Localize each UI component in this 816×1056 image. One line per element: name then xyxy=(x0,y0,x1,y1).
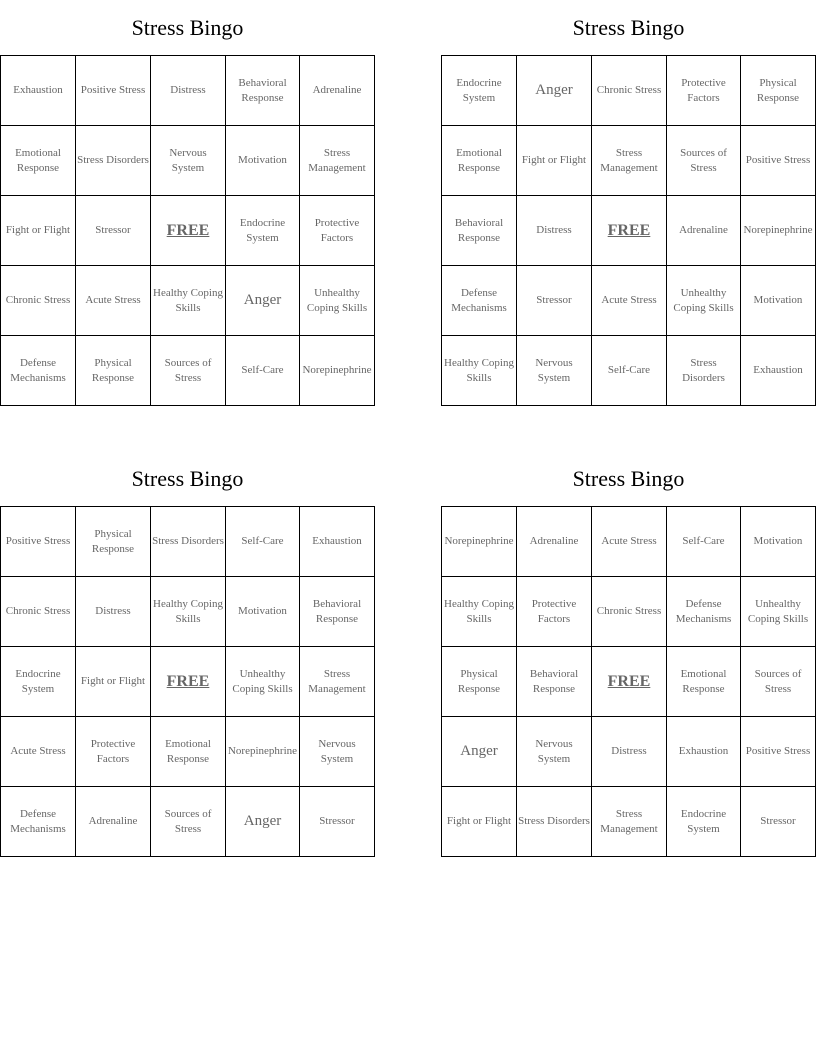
bingo-cell: Motivation xyxy=(226,126,300,196)
bingo-grid xyxy=(441,506,816,857)
free-space: FREE xyxy=(151,196,226,266)
bingo-cell: Physical Response xyxy=(76,336,151,406)
free-space: FREE xyxy=(592,196,667,266)
bingo-cell: Fight or Flight xyxy=(517,126,592,196)
bingo-cell: Nervous System xyxy=(517,336,592,406)
bingo-cell: Acute Stress xyxy=(1,717,76,787)
bingo-grid xyxy=(0,55,375,406)
bingo-cell: Stress Disorders xyxy=(517,787,592,857)
bingo-cell: Fight or Flight xyxy=(442,787,517,857)
bingo-cell: Sources of Stress xyxy=(667,126,741,196)
bingo-cell: Positive Stress xyxy=(76,56,151,126)
bingo-cell: Anger xyxy=(226,266,300,336)
card-title: Stress Bingo xyxy=(572,15,685,40)
bingo-cell: Positive Stress xyxy=(741,126,816,196)
bingo-cell: Endocrine System xyxy=(226,196,300,266)
bingo-cell: Unhealthy Coping Skills xyxy=(300,266,375,336)
bingo-cell: Protective Factors xyxy=(667,56,741,126)
bingo-cell: Protective Factors xyxy=(300,196,375,266)
bingo-cell: Positive Stress xyxy=(741,717,816,787)
bingo-cell: Exhaustion xyxy=(1,56,76,126)
bingo-cell: Exhaustion xyxy=(741,336,816,406)
bingo-cell: Behavioral Response xyxy=(517,647,592,717)
bingo-cell: Unhealthy Coping Skills xyxy=(667,266,741,336)
bingo-cell: Self-Care xyxy=(592,336,667,406)
bingo-cell: Fight or Flight xyxy=(1,196,76,266)
bingo-cell: Behavioral Response xyxy=(226,56,300,126)
bingo-cell: Norepinephrine xyxy=(741,196,816,266)
bingo-cell: Sources of Stress xyxy=(741,647,816,717)
bingo-cell: Healthy Coping Skills xyxy=(151,577,226,647)
bingo-cell: Norepinephrine xyxy=(300,336,375,406)
bingo-cell: Emotional Response xyxy=(1,126,76,196)
bingo-cell: Distress xyxy=(76,577,151,647)
bingo-cell: Motivation xyxy=(741,266,816,336)
bingo-cell: Chronic Stress xyxy=(1,266,76,336)
bingo-cell: Endocrine System xyxy=(667,787,741,857)
bingo-cell: Anger xyxy=(517,56,592,126)
bingo-cell: Chronic Stress xyxy=(592,56,667,126)
bingo-cell: Self-Care xyxy=(226,507,300,577)
bingo-cell: Distress xyxy=(151,56,226,126)
bingo-cell: Stress Management xyxy=(300,126,375,196)
bingo-cell: Adrenaline xyxy=(667,196,741,266)
bingo-cell: Endocrine System xyxy=(1,647,76,717)
bingo-cell: Chronic Stress xyxy=(592,577,667,647)
bingo-cell: Nervous System xyxy=(300,717,375,787)
bingo-cell: Stress Management xyxy=(592,126,667,196)
bingo-cell: Stressor xyxy=(517,266,592,336)
bingo-cell: Behavioral Response xyxy=(442,196,517,266)
bingo-cell: Physical Response xyxy=(442,647,517,717)
free-space: FREE xyxy=(592,647,667,717)
bingo-cell: Emotional Response xyxy=(667,647,741,717)
bingo-cell: Anger xyxy=(226,787,300,857)
bingo-cell: Physical Response xyxy=(741,56,816,126)
bingo-cell: Stress Management xyxy=(592,787,667,857)
card-title: Stress Bingo xyxy=(131,15,244,40)
bingo-cell: Self-Care xyxy=(226,336,300,406)
bingo-cell: Nervous System xyxy=(517,717,592,787)
card-title: Stress Bingo xyxy=(131,466,244,491)
bingo-cell: Self-Care xyxy=(667,507,741,577)
bingo-cell: Unhealthy Coping Skills xyxy=(226,647,300,717)
bingo-grid xyxy=(441,55,816,406)
bingo-cell: Emotional Response xyxy=(151,717,226,787)
bingo-cell: Stressor xyxy=(76,196,151,266)
bingo-cell: Endocrine System xyxy=(442,56,517,126)
bingo-cell: Physical Response xyxy=(76,507,151,577)
bingo-cell: Positive Stress xyxy=(1,507,76,577)
bingo-cell: Stressor xyxy=(300,787,375,857)
bingo-cell: Defense Mechanisms xyxy=(442,266,517,336)
bingo-cell: Defense Mechanisms xyxy=(1,336,76,406)
bingo-cell: Unhealthy Coping Skills xyxy=(741,577,816,647)
bingo-cell: Fight or Flight xyxy=(76,647,151,717)
bingo-cell: Acute Stress xyxy=(592,507,667,577)
card-title: Stress Bingo xyxy=(572,466,685,491)
bingo-cell: Adrenaline xyxy=(517,507,592,577)
bingo-cell: Exhaustion xyxy=(300,507,375,577)
bingo-cell: Exhaustion xyxy=(667,717,741,787)
bingo-cell: Stress Disorders xyxy=(76,126,151,196)
bingo-cell: Stress Management xyxy=(300,647,375,717)
bingo-cell: Acute Stress xyxy=(592,266,667,336)
bingo-cell: Sources of Stress xyxy=(151,336,226,406)
bingo-cell: Stress Disorders xyxy=(667,336,741,406)
bingo-cell: Behavioral Response xyxy=(300,577,375,647)
bingo-cell: Defense Mechanisms xyxy=(1,787,76,857)
free-space: FREE xyxy=(151,647,226,717)
bingo-cell: Stressor xyxy=(741,787,816,857)
bingo-cell: Nervous System xyxy=(151,126,226,196)
bingo-cell: Motivation xyxy=(226,577,300,647)
bingo-cell: Norepinephrine xyxy=(226,717,300,787)
bingo-cell: Chronic Stress xyxy=(1,577,76,647)
bingo-cell: Stress Disorders xyxy=(151,507,226,577)
bingo-cell: Distress xyxy=(592,717,667,787)
bingo-cell: Motivation xyxy=(741,507,816,577)
bingo-cell: Anger xyxy=(442,717,517,787)
bingo-cell: Healthy Coping Skills xyxy=(442,577,517,647)
bingo-cell: Healthy Coping Skills xyxy=(442,336,517,406)
bingo-cell: Healthy Coping Skills xyxy=(151,266,226,336)
bingo-cell: Adrenaline xyxy=(76,787,151,857)
bingo-cell: Defense Mechanisms xyxy=(667,577,741,647)
bingo-cell: Sources of Stress xyxy=(151,787,226,857)
bingo-cell: Acute Stress xyxy=(76,266,151,336)
bingo-cell: Protective Factors xyxy=(76,717,151,787)
bingo-grid xyxy=(0,506,375,857)
bingo-cell: Emotional Response xyxy=(442,126,517,196)
bingo-cell: Distress xyxy=(517,196,592,266)
bingo-cell: Norepinephrine xyxy=(442,507,517,577)
bingo-cell: Adrenaline xyxy=(300,56,375,126)
bingo-cell: Protective Factors xyxy=(517,577,592,647)
